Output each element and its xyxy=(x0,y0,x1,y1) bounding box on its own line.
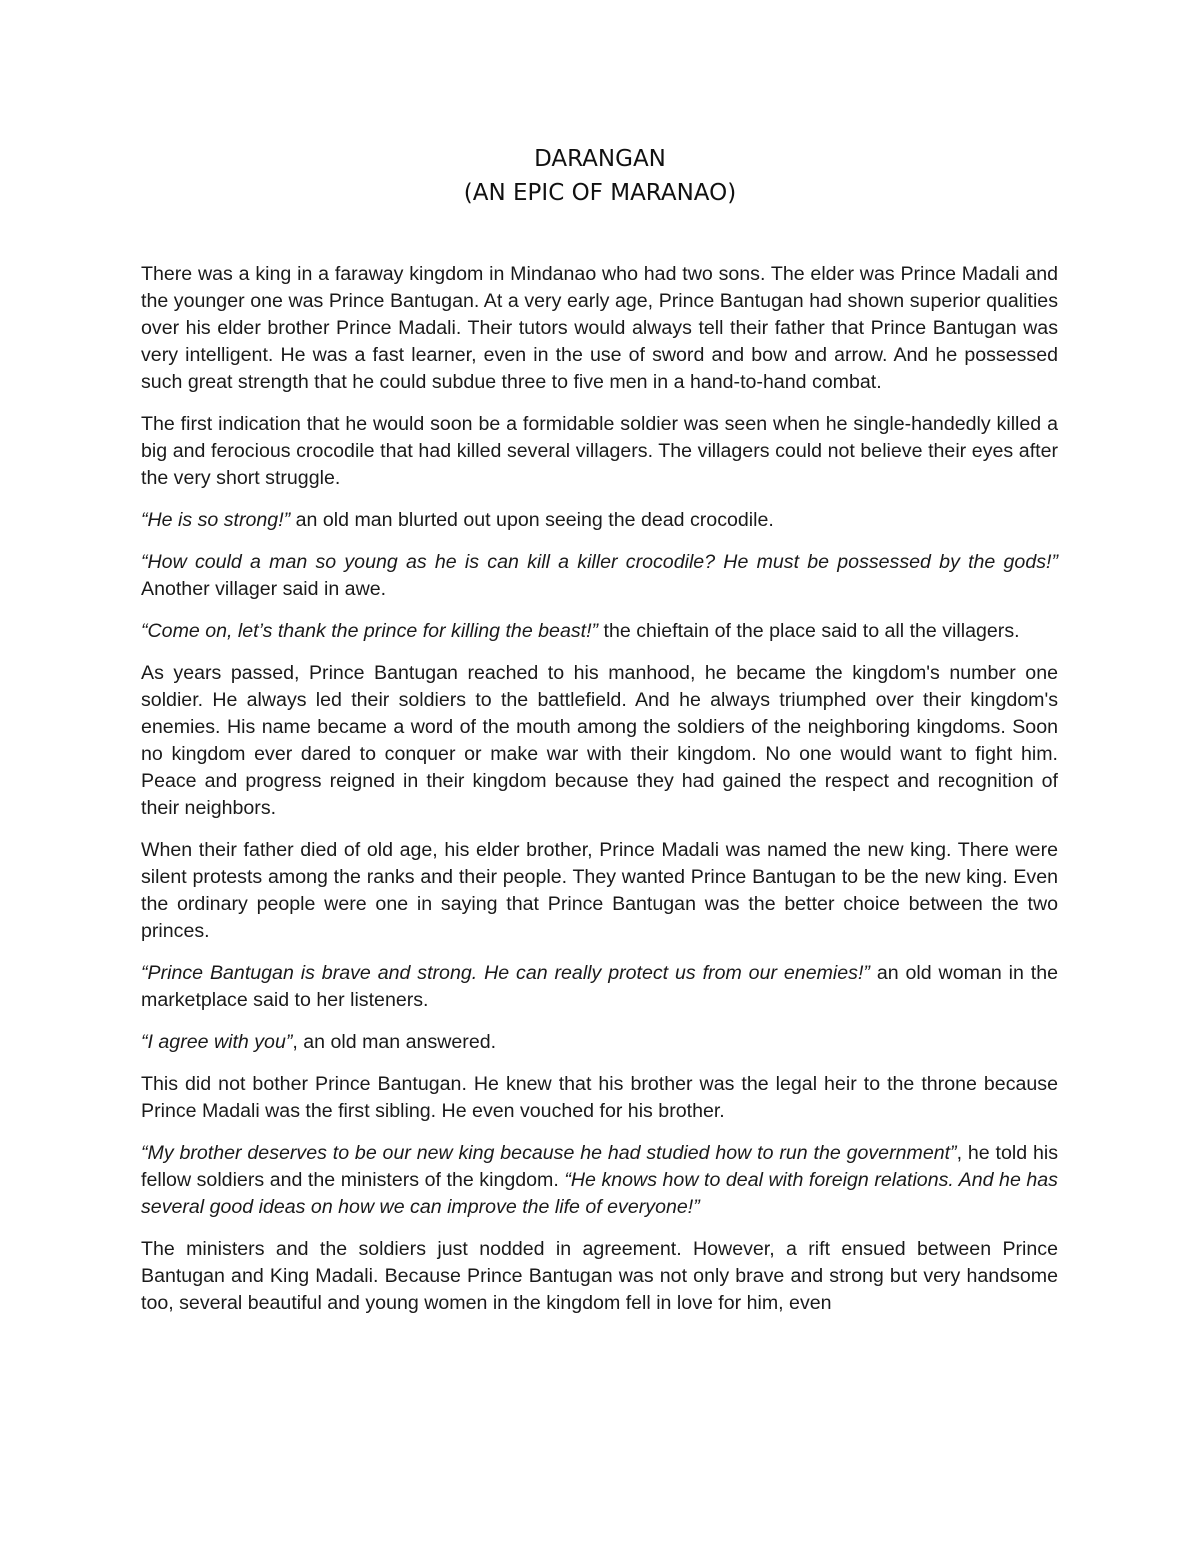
paragraph xyxy=(141,411,1058,492)
dialogue-quote: “He knows how to deal with foreign relations. And he has several good ideas on how we can improve the life of everyone!” xyxy=(141,1169,1058,1218)
paragraph-text: There was a king in a faraway kingdom in Mindanao who had two sons. The elder was Prince Madali and the younger one was Prince Bantugan. At a very early age, Prince Bantugan had shown superior qualities over his elder brother Prince Madali. Their tutors would always tell their father that Prince Bantugan was very intelligent. He was a fast learner, even in the use of sword and bow and arrow. And he possessed such great strength that he could subdue three to five men in a hand-to-hand combat. xyxy=(141,263,1058,393)
paragraph-text: As years passed, Prince Bantugan reached to his manhood, he became the kingdom's number one soldier. He always led their soldiers to the battlefield. And he always triumphed over their kingdom's enemies. His name became a word of the mouth among the soldiers of the neighboring kingdoms. Soon no kingdom ever dared to conquer or make war with their kingdom. No one would want to fight him. Peace and progress reigned in their kingdom because they had gained the respect and recognition of their neighbors. xyxy=(141,662,1058,819)
document-body xyxy=(141,261,1058,1332)
paragraph-text: , he told his fellow soldiers and the ministers of the kingdom. xyxy=(141,1142,1058,1191)
paragraph-text: This did not bother Prince Bantugan. He knew that his brother was the legal heir to the throne because Prince Madali was the first sibling. He even vouched for his brother. xyxy=(141,1073,1058,1122)
paragraph xyxy=(141,261,1058,396)
dialogue-paragraph xyxy=(141,618,1058,645)
dialogue-quote: “How could a man so young as he is can kill a killer crocodile? He must be possessed by the gods!” xyxy=(141,551,1058,573)
paragraph-text: The ministers and the soldiers just nodded in agreement. However, a rift ensued between Prince Bantugan and King Madali. Because Prince Bantugan was not only brave and strong but very handsome too, several beautiful and young women in the kingdom fell in love for him, even xyxy=(141,1238,1058,1314)
paragraph-text: an old woman in the marketplace said to her listeners. xyxy=(141,962,1059,1011)
paragraph-text: an old man blurted out upon seeing the dead crocodile. xyxy=(290,509,774,531)
document-title xyxy=(0,142,1200,210)
title-main: DARANGAN xyxy=(534,146,666,172)
paragraph xyxy=(141,837,1058,945)
paragraph-text: The first indication that he would soon be a formidable soldier was seen when he single-handedly killed a big and ferocious crocodile that had killed several villagers. The villagers could not believe their eyes after the very short struggle. xyxy=(141,413,1058,489)
dialogue-paragraph xyxy=(141,549,1058,603)
dialogue-quote: “My brother deserves to be our new king because he had studied how to run the government” xyxy=(141,1142,957,1164)
dialogue-quote: “He is so strong!” xyxy=(141,509,291,531)
paragraph xyxy=(141,1071,1058,1125)
dialogue-paragraph xyxy=(141,507,1058,534)
paragraph-text: When their father died of old age, his elder brother, Prince Madali was named the new king. There were silent protests among the ranks and their people. They wanted Prince Bantugan to be the new king. Even the ordinary people were one in saying that Prince Bantugan was the better choice between the two princes. xyxy=(141,839,1058,942)
paragraph-text: , an old man answered. xyxy=(292,1031,497,1053)
dialogue-quote: “Prince Bantugan is brave and strong. He can really protect us from our enemies!” xyxy=(141,962,870,984)
paragraph-text: Another villager said in awe. xyxy=(141,578,387,600)
dialogue-paragraph xyxy=(141,1140,1058,1221)
paragraph-text: the chieftain of the place said to all the villagers. xyxy=(598,620,1020,642)
dialogue-paragraph xyxy=(141,960,1058,1014)
dialogue-paragraph xyxy=(141,1029,1058,1056)
paragraph xyxy=(141,660,1058,822)
title-subtitle: (AN EPIC OF MARANAO) xyxy=(463,180,737,206)
paragraph xyxy=(141,1236,1058,1317)
dialogue-quote: “Come on, let’s thank the prince for killing the beast!” xyxy=(141,620,599,642)
dialogue-quote: “I agree with you” xyxy=(141,1031,293,1053)
